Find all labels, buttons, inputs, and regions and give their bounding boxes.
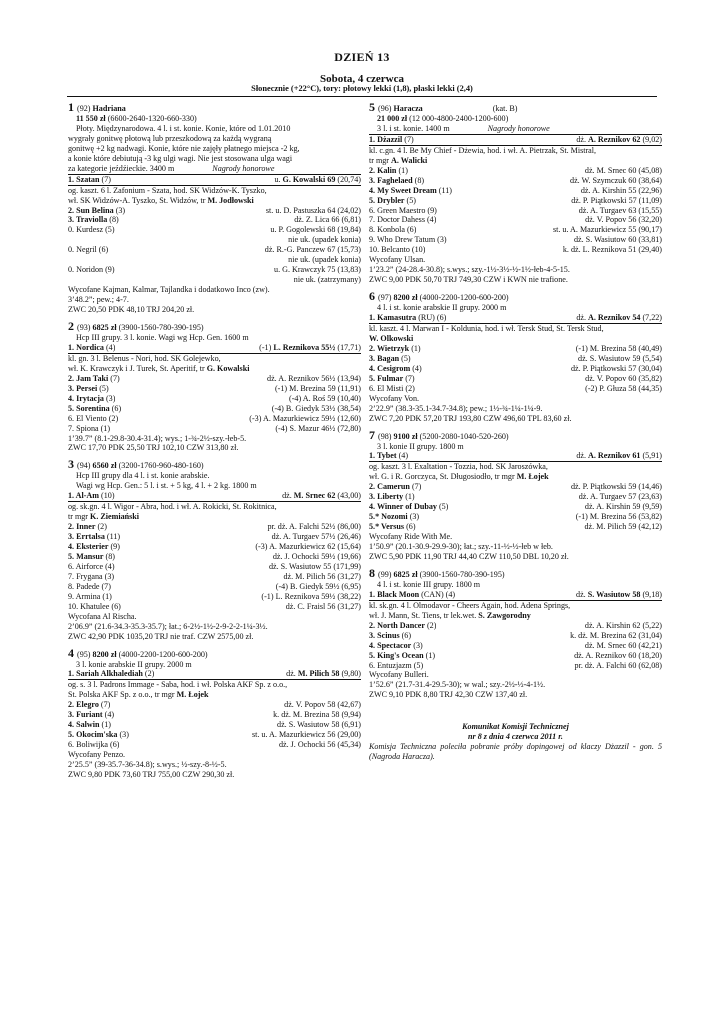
race-number: 3 <box>68 459 77 472</box>
horse-name: 3. Faghelaed (8) <box>369 175 425 185</box>
jockey-odds: k. dż. L. Reznikova 51 (29,40) <box>562 245 662 255</box>
text-line: Wycofane Kajman, Kalmar, Tajlandka i dodatkowo Inco (zw). <box>68 285 270 295</box>
jockey-odds: dż. P. Piątkowski 57 (30,04) <box>570 363 662 373</box>
horse-name: 8. Padede (7) <box>68 581 111 591</box>
text-line: ZWC 17,70 PDK 25,50 TRJ 102,10 CZW 313,80 zł. <box>68 443 239 453</box>
horse-name: 0. Noridon (9) <box>68 265 115 275</box>
track-conditions: Słonecznie (+22°C), tory: płotowy lekki (1,8), płaski lekki (2,4) <box>251 84 473 93</box>
race-number: 7 <box>369 429 378 442</box>
jockey-odds: pr. dż. A. Falchi 52½ (86,00) <box>267 522 361 532</box>
placing-row <box>68 552 361 562</box>
jockey-odds: dż. J. Ochocki 56 (45,34) <box>278 740 361 750</box>
horse-name: 0. Kurdesz (5) <box>68 225 115 235</box>
placing-row <box>68 275 361 285</box>
text-line: ZWC 5,90 PDK 11,90 TRJ 44,40 CZW 110,50 DBL 10,20 zł. <box>369 551 569 561</box>
text-line: Wycofany Von. <box>369 393 420 403</box>
jockey-odds: dż. M. Srnec 60 (45,08) <box>584 165 662 175</box>
placing-row <box>68 235 361 245</box>
horse-name: 5. Okocim'ska (3) <box>68 730 129 740</box>
text-line: tr mgr A. Walicki <box>369 155 428 165</box>
winner-row <box>68 669 361 680</box>
placing-row <box>68 394 361 404</box>
text-line: wł. SK Widzów-A. Tyszko, St. Widzów, tr M. Jodłowski <box>68 195 254 205</box>
text-line: 2’25.5” (39-35.7-36-34.8); s.wys.; ½-szy.-8-½-5. <box>68 760 227 770</box>
horse-name: 3. Furiant (4) <box>68 710 115 720</box>
placing-row <box>68 225 361 235</box>
jockey-odds: (-3) A. Mazurkiewicz 62 (15,64) <box>255 542 361 552</box>
jockey-odds: dż. S. Wasiutow 58 (9,18) <box>576 589 662 599</box>
text-line: og. s. 3 l. Padrons Immage - Saba, hod. i wł. Polska AKF Sp. z o.o., <box>68 680 288 690</box>
placing-row <box>369 215 662 225</box>
text-line: ZWC 9,00 PDK 50,70 TRJ 749,30 CZW i KWN nie trafione. <box>369 275 568 285</box>
placing-row <box>68 414 361 424</box>
horse-name: 9. Who Drew Tatum (3) <box>369 235 447 245</box>
jockey-odds: dż. S. Wasiutow 59 (5,54) <box>578 353 662 363</box>
header-rule <box>67 96 657 97</box>
winner-row <box>68 491 361 502</box>
text-line: kl. kaszt. 4 l. Marwan I - Koldunia, hod. i wł. Tersk Stud, St. Tersk Stud, <box>369 324 604 334</box>
placing-row <box>68 532 361 542</box>
horse-name: 4. Salwin (1) <box>68 720 111 730</box>
results-column-left <box>68 102 361 780</box>
jockey-odds: (-4) B. Giedyk 53½ (38,54) <box>271 403 361 413</box>
text-line: 4 l. i st. konie arabskie II grupy. 2000 m <box>377 303 507 313</box>
jockey-odds: nie uk. (upadek konia) <box>288 235 361 245</box>
jockey-odds: (-4) A. Roś 59 (10,40) <box>289 393 361 403</box>
placing-row <box>369 631 662 641</box>
placing-row <box>68 424 361 434</box>
jockey-odds: dż. M. Pilich 58 (9,80) <box>286 669 361 679</box>
horse-name: 2. Kalin (1) <box>369 165 408 175</box>
jockey-odds: k. dż. M. Brezina 58 (9,94) <box>273 710 361 720</box>
text-line: wł. K. Krawczyk i J. Turek, St. Aperitif, tr G. Kowalski <box>68 363 250 373</box>
jockey-odds: k. dż. M. Brezina 62 (31,04) <box>570 630 662 640</box>
placing-row <box>68 592 361 602</box>
jockey-odds: dż. A. Turgaev 57 (23,63) <box>578 492 662 502</box>
text-line: 4 l. i st. konie III grupy. 1800 m <box>377 579 481 589</box>
placing-row <box>68 582 361 592</box>
text-line: ZWC 20,50 PDK 48,10 TRJ 204,20 zł. <box>68 305 195 315</box>
horse-name: 4. My Sweet Dream (11) <box>369 185 452 195</box>
race-header: 2 (93) 6825 zł (3900-1560-780-390-195) <box>68 321 204 333</box>
jockey-odds: dż. A. Kirshin 59 (9,59) <box>584 502 662 512</box>
jockey-odds: dż. A. Reznikov 61 (5,91) <box>576 451 662 461</box>
race-number: 5 <box>369 102 378 114</box>
placing-row <box>369 512 662 522</box>
horse-name: 5. Drybler (5) <box>369 195 416 205</box>
horse-name: 2. Elegro (7) <box>68 700 111 710</box>
placing-row <box>369 344 662 354</box>
text-line: Hcp III grupy dla 4 l. i st. konie arabskie. <box>76 471 210 481</box>
race-header: 6 (97) 8200 zł (4000-2200-1200-600-200) <box>369 291 509 304</box>
placing-row <box>68 720 361 730</box>
jockey-odds: (-3) A. Mazurkiewicz 59½ (12,60) <box>249 413 361 423</box>
race-header: 7 (98) 9100 zł (5200-2080-1040-520-260) <box>369 429 509 442</box>
jockey-odds: u. G. Krawczyk 75 (13,83) <box>274 265 361 275</box>
jockey-odds: dż. C. Fraisl 56 (31,27) <box>285 601 361 611</box>
jockey-odds: dż. A. Reznikov 56½ (13,94) <box>267 373 361 383</box>
text-line: 3 l. konie II grupy. 1800 m <box>377 441 464 451</box>
winner-row <box>369 590 662 601</box>
horse-name: 8. Konbola (6) <box>369 225 417 235</box>
jockey-odds: dż. V. Popov 58 (42,67) <box>284 700 361 710</box>
placing-row <box>369 522 662 532</box>
horse-name: 4. Irytacja (3) <box>68 393 116 403</box>
placing-row <box>369 354 662 364</box>
jockey-odds: dż. P. Piątkowski 59 (14,46) <box>570 482 662 492</box>
horse-name: 10. Khatulee (6) <box>68 601 121 611</box>
jockey-odds: nie uk. (zatrzymany) <box>293 275 361 285</box>
race-number: 2 <box>68 321 77 333</box>
placing-row <box>369 384 662 394</box>
text-line: 2’06.9” (21.6-34.3-35.3-35.7); łat.; 6-2½-1½-2-9-2-2-1¼-3½. <box>68 621 268 631</box>
text-line: 3 l. konie arabskie II grupy. 2000 m <box>76 659 192 669</box>
jockey-odds: dż. S. Wasiutow 60 (33,81) <box>574 235 662 245</box>
placing-row <box>369 374 662 384</box>
placing-row <box>68 374 361 384</box>
placing-row <box>369 364 662 374</box>
jockey-odds: nie uk. (upadek konia) <box>288 255 361 265</box>
text-line: Hcp III grupy. 3 l. konie. Wagi wg Hcp. Gen. 1600 m <box>76 332 249 342</box>
jockey-odds: dż. P. Piątkowski 57 (11,09) <box>571 195 662 205</box>
horse-name: 5. Fulmar (7) <box>369 373 415 383</box>
technical-commission-notice <box>369 722 662 762</box>
race-header: 1 (92) Hadriana <box>68 102 126 114</box>
placing-row <box>68 542 361 552</box>
notice-number: nr 8 z dnia 4 czerwca 2011 r. <box>468 732 563 742</box>
text-line: 21 000 zł (12 000-4800-2400-1200-600) <box>377 113 509 123</box>
text-line: wł. J. Mann, St. Tiens, tr lek.wet. S. Zawgorodny <box>369 610 531 620</box>
placing-row <box>68 710 361 720</box>
horse-name: 2. Jam Taki (7) <box>68 373 120 383</box>
jockey-odds: dż. A. Kirshin 55 (22,96) <box>580 185 662 195</box>
race-conditions-line: za kategorie jeźdźieckie. 3400 m Nagrody honorowe <box>68 164 361 175</box>
horse-name: 0. Negril (6) <box>68 245 109 255</box>
horse-name: 7. Frygana (3) <box>68 571 115 581</box>
horse-name: 2. North Dancer (2) <box>369 620 437 630</box>
horse-name: 1. Szatan (7) <box>68 174 111 184</box>
jockey-odds: dż. R.-G. Panczew 67 (15,73) <box>264 245 361 255</box>
race-number: 8 <box>369 567 378 580</box>
horse-name: 2. Wietrzyk (1) <box>369 343 421 353</box>
placing-row <box>68 740 361 750</box>
horse-name: 3. Errtalsa (11) <box>68 532 121 542</box>
jockey-odds: (-4) S. Mazur 46½ (72,80) <box>275 423 361 433</box>
race-header: 3 (94) 6560 zł (3200-1760-960-480-160) <box>68 459 204 472</box>
horse-name: 3. Persei (5) <box>68 383 109 393</box>
horse-name: 5.* Versus (6) <box>369 522 416 532</box>
placing-row <box>369 482 662 492</box>
horse-name: 9. Armina (1) <box>68 591 112 601</box>
jockey-odds: dż. S. Wasiutow 58 (6,91) <box>277 720 361 730</box>
horse-name: 1. Sariah Alkhalediah (2) <box>68 669 155 679</box>
horse-name: 6. El Misti (2) <box>369 383 415 393</box>
placing-row <box>369 176 662 186</box>
text-line: og. kaszt. 3 l. Exaltation - Tozzia, hod. SK Jaroszówka, <box>369 462 548 472</box>
placing-row <box>369 196 662 206</box>
text-line: ZWC 9,80 PDK 73,60 TRJ 755,00 CZW 290,30 zł. <box>68 770 235 779</box>
jockey-odds: dż. M. Pilich 56 (31,27) <box>283 571 361 581</box>
text-line: 11 550 zł (6600-2640-1320-660-330) <box>76 113 197 123</box>
placing-row <box>369 641 662 651</box>
placing-row <box>369 661 662 671</box>
jockey-odds: (-1) M. Brezina 59 (11,91) <box>274 383 361 393</box>
jockey-odds: dż. A. Turgaev 57½ (26,46) <box>271 532 361 542</box>
race-header: 5 (96) Haracza (kat. B) <box>369 102 518 114</box>
text-line: ZWC 7,20 PDK 57,20 TRJ 193,80 CZW 496,60 TPL 83,60 zł. <box>369 413 572 423</box>
jockey-odds: (-2) P. Głuza 58 (44,35) <box>585 383 662 393</box>
horse-name: 5.* Nozomi (3) <box>369 512 420 522</box>
text-line: wł. G. i R. Gorczyca, St. Długosiodło, tr mgr M. Łojek <box>369 472 549 482</box>
horse-name: 4. Eksterier (9) <box>68 542 120 552</box>
placing-row <box>369 621 662 631</box>
text-line: kl. sk.gn. 4 l. Olmodavor - Cheers Again, hod. Adena Springs, <box>369 600 571 610</box>
text-line: 1’52.6” (21.7-31.4-29.5-30); w wal.; szy.-2½-½-4-1½. <box>369 680 546 690</box>
race-conditions-line: 3 l. i st. konie. 1400 m Nagrody honorowe <box>369 124 662 135</box>
text-line: 2’22.9” (38.3-35.1-34.7-34.8); pew.; 1½-¾-1¼-1¼-9. <box>369 403 543 413</box>
jockey-odds: (-4) B. Giedyk 59½ (6,95) <box>275 581 361 591</box>
horse-name: 5. King's Ocean (1) <box>369 650 436 660</box>
horse-name: 3. Liberty (1) <box>369 492 415 502</box>
horse-name: 4. Winner of Dubay (5) <box>369 502 449 512</box>
text-line: 3’48.2”; pew.; 4-7. <box>68 295 129 305</box>
horse-name: 1. Black Moon (CAN) (4) <box>369 589 456 599</box>
jockey-odds: dż. M. Srnec 62 (43,00) <box>282 491 361 501</box>
horse-name: 2. Inner (2) <box>68 522 107 532</box>
jockey-odds: dż. W. Szymczuk 60 (38,64) <box>570 175 662 185</box>
horse-name: 6. Airforce (4) <box>68 561 115 571</box>
horse-name: 5. Sorentina (6) <box>68 403 122 413</box>
text-line: St. Polska AKF Sp. z o.o., tr mgr M. Łojek <box>68 690 209 700</box>
text-line: og. kaszt. 6 l. Zafonium - Szata, hod. SK Widzów-K. Tyszko, <box>68 185 267 195</box>
text-line: Wycofany Penzo. <box>68 750 126 760</box>
jockey-odds: dż. M. Pilich 59 (42,12) <box>584 522 662 532</box>
horse-name: 1. Al-Am (10) <box>68 491 115 501</box>
jockey-odds: st. u. A. Mazurkiewicz 56 (29,00) <box>251 730 361 740</box>
text-line: a konie które debiutują -3 kg ulgi wagi. Nie jest stosowana ulga wagi <box>68 153 293 163</box>
placing-row <box>68 245 361 255</box>
placing-row <box>68 602 361 612</box>
horse-name: 7. Doctor Dahess (4) <box>369 215 437 225</box>
placing-row <box>369 235 662 245</box>
race-header: 4 (95) 8200 zł (4000-2200-1200-600-200) <box>68 647 208 660</box>
jockey-odds: (-1) L. Reznikova 59½ (38,22) <box>261 591 361 601</box>
text-line: tr mgr K. Ziemiański <box>68 512 140 522</box>
race-number: 6 <box>369 291 378 304</box>
jockey-odds: dż. A. Reznikov 54 (7,22) <box>576 313 662 323</box>
horse-name: 3. Bagan (5) <box>369 353 411 363</box>
horse-name: 4. Cesigrom (4) <box>369 363 422 373</box>
winner-row <box>369 135 662 146</box>
placing-row <box>68 215 361 225</box>
placing-row <box>68 404 361 414</box>
text-line: 1’50.9” (20.1-30.9-29.9-30); łat.; szy.-11-½-½-łeb w łeb. <box>369 542 553 552</box>
text-line: gonitwę +2 kg nadwagi. Konie, które nie zajęły płatnego miejsca -2 kg, <box>68 143 300 153</box>
winner-row <box>369 313 662 324</box>
horse-name: 10. Belcanto (10) <box>369 245 426 255</box>
jockey-odds: dż. A. Reznikov 62 (9,02) <box>576 134 662 144</box>
jockey-odds: dż. S. Wasiutow 55 (171,99) <box>268 561 361 571</box>
results-column-right <box>369 102 662 762</box>
horse-name: 4. Spectacor (3) <box>369 640 423 650</box>
placing-row <box>369 492 662 502</box>
placing-row <box>369 245 662 255</box>
placing-row <box>369 166 662 176</box>
jockey-odds: pr. dż. A. Falchi 60 (62,08) <box>574 660 662 670</box>
notice-body: Komisja Techniczna poleciła pobranie próby dopingowej od klaczy Dżazzil - gon. 5 (Nagroda Haracza). <box>369 742 662 762</box>
winner-row <box>68 175 361 186</box>
horse-name: 1. Tybet (4) <box>369 451 409 461</box>
text-line: ZWC 9,10 PDK 8,80 TRJ 42,30 CZW 137,40 zł. <box>369 690 528 700</box>
jockey-odds: (-1) L. Reznikova 55½ (17,71) <box>259 342 361 352</box>
horse-name: 5. Mansur (8) <box>68 551 115 561</box>
jockey-odds: u. P. Gogolewski 68 (19,84) <box>270 225 361 235</box>
text-line: Wagi wg Hcp. Gen.: 5 l. i st. + 5 kg, 4 l. + 2 kg. 1800 m <box>76 481 257 491</box>
placing-row <box>68 562 361 572</box>
text-line: wygrały gonitwę płotową lub przeszkodową za każdą wygraną <box>68 133 272 143</box>
winner-row <box>369 451 662 462</box>
placing-row <box>68 522 361 532</box>
horse-name: 6. El Viento (2) <box>68 413 119 423</box>
race-header: 8 (99) 6825 zł (3900-1560-780-390-195) <box>369 567 505 580</box>
text-line: kl. c.gn. 4 l. Be My Chief - Dżewia, hod. i wł. A. Pietrzak, St. Mistral, <box>369 145 597 155</box>
date-subtitle: Sobota, 4 czerwca <box>319 73 404 85</box>
text-line: 1’39.7” (8.1-29.8-30.4-31.4); wys.; 1-¾-2½-szy.-łeb-5. <box>68 433 247 443</box>
text-line: W. Olkowski <box>369 333 414 343</box>
text-line: Wycofana Al Rischa. <box>68 611 137 621</box>
placing-row <box>68 255 361 265</box>
jockey-odds: dż. A. Reznikov 60 (18,20) <box>574 650 662 660</box>
placing-row <box>68 265 361 275</box>
jockey-odds: dż. V. Popov 60 (35,82) <box>585 373 662 383</box>
horse-name: 2. Camerun (7) <box>369 482 422 492</box>
text-line: Wycofany Ulsan. <box>369 255 426 265</box>
placing-row <box>369 651 662 661</box>
text-line: kl. gn. 3 l. Belenus - Nori, hod. SK Golejewko, <box>68 353 221 363</box>
jockey-odds: dż. A. Kirshin 62 (5,22) <box>584 620 662 630</box>
jockey-odds: dż. Z. Lica 66 (6,81) <box>294 215 361 225</box>
race-number: 4 <box>68 647 77 660</box>
placing-row <box>369 225 662 235</box>
horse-name: 2. Sun Belina (3) <box>68 205 126 215</box>
placing-row <box>68 384 361 394</box>
jockey-odds: dż. V. Popov 56 (32,20) <box>585 215 662 225</box>
horse-name: 1. Kamasutra (RU) (6) <box>369 313 447 323</box>
placing-row <box>369 206 662 216</box>
placing-row <box>369 502 662 512</box>
horse-name: 6. Green Maestro (9) <box>369 205 437 215</box>
horse-name: 6. Entuzjazm (5) <box>369 660 424 670</box>
jockey-odds: st. u. A. Mazurkiewicz 55 (90,17) <box>552 225 662 235</box>
text-line: Wycofany Bulleri. <box>369 670 429 680</box>
text-line: og. sk.gn. 4 l. Wigor - Abra, hod. i wł. A. Rokicki, St. Rokitnica, <box>68 502 277 512</box>
jockey-odds: dż. M. Srnec 60 (42,21) <box>584 640 662 650</box>
jockey-odds: st. u. D. Pastuszka 64 (24,02) <box>265 205 361 215</box>
horse-name: 1. Dżazzil (7) <box>369 134 414 144</box>
placing-row <box>369 186 662 196</box>
winner-row <box>68 343 361 354</box>
placing-row <box>68 206 361 216</box>
horse-name: 1. Nordica (4) <box>68 342 116 352</box>
horse-name: 3. Traviolla (8) <box>68 215 119 225</box>
horse-name: 3. Scinus (6) <box>369 630 412 640</box>
horse-name: 6. Boliwijka (6) <box>68 740 120 750</box>
jockey-odds: dż. J. Ochocki 59½ (19,66) <box>272 551 361 561</box>
text-line: Wycofany Ride With Me. <box>369 532 453 542</box>
jockey-odds: dż. A. Turgaev 63 (15,55) <box>578 205 662 215</box>
race-number: 1 <box>68 102 77 114</box>
day-title: DZIEŃ 13 <box>334 50 390 64</box>
jockey-odds: (-1) M. Brezina 56 (53,82) <box>575 512 662 522</box>
horse-name: 7. Spiona (1) <box>68 423 111 433</box>
text-line: 1’23.2” (24-28.4-30.8); s.wys.; szy.-1½-3½-½-1½-łeb-4-5-15. <box>369 265 570 275</box>
jockey-odds: (-1) M. Brezina 58 (40,49) <box>575 343 662 353</box>
text-line: Płoty. Międzynarodowa. 4 l. i st. konie. Konie, które od 1.01.2010 <box>76 123 291 133</box>
jockey-odds: u. G. Kowalski 69 (20,74) <box>274 174 361 184</box>
placing-row <box>68 730 361 740</box>
placing-row <box>68 700 361 710</box>
notice-title: Komunikat Komisji Technicznej <box>462 722 569 732</box>
text-line: ZWC 42,90 PDK 1035,20 TRJ nie traf. CZW 2575,00 zł. <box>68 631 254 641</box>
placing-row <box>68 572 361 582</box>
